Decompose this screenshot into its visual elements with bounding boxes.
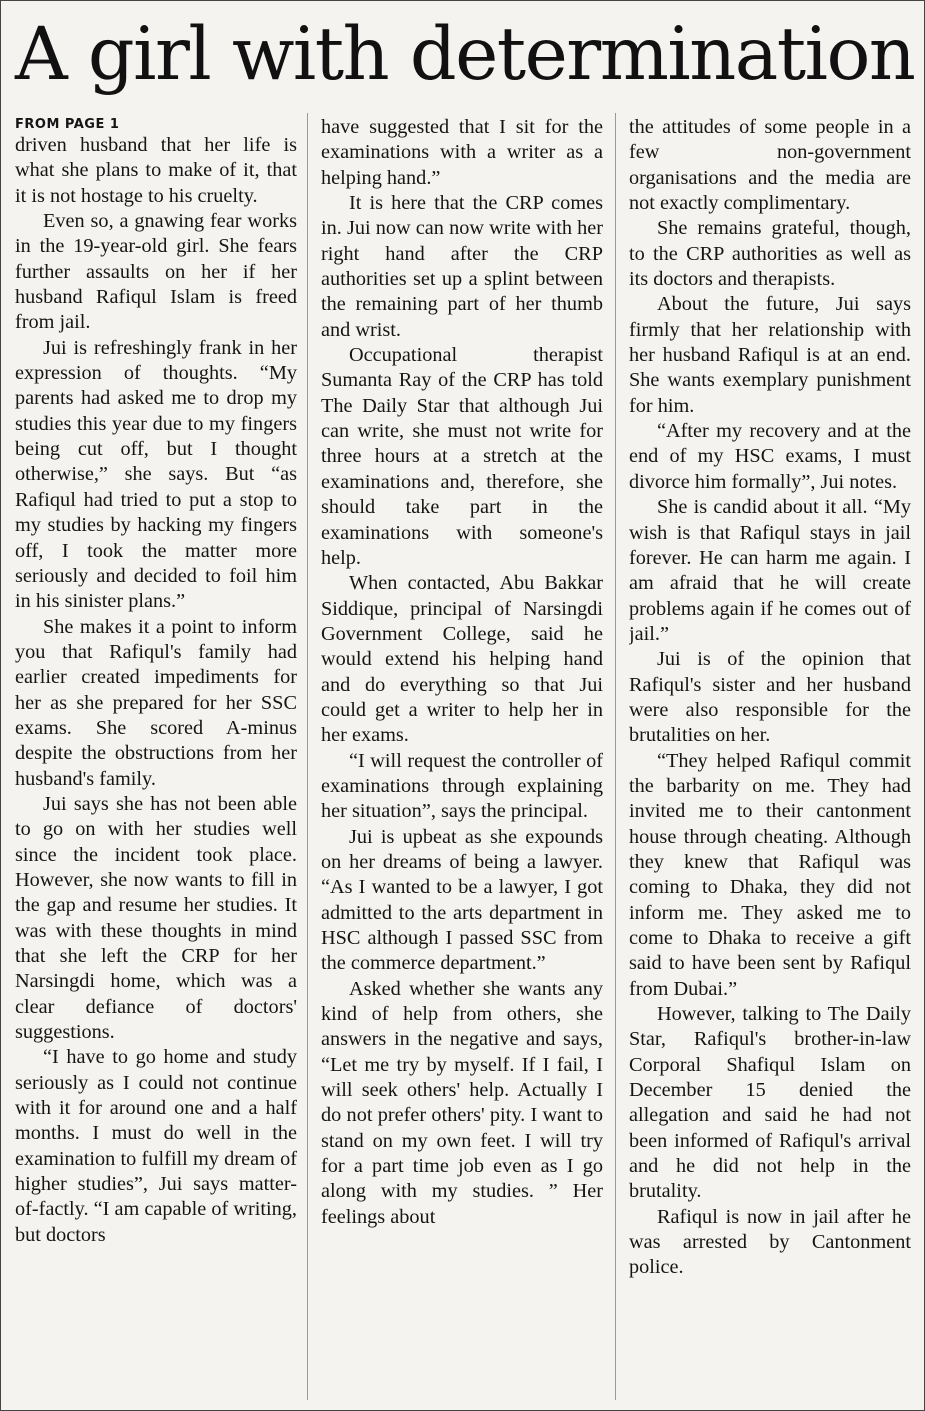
paragraph: “They helped Rafiqul commit the barbarity on me. They had invited me to their cantonment house through cheating. Although they knew that Rafiqul was coming to Dhaka, they did not inform me. They asked me to come to Dhaka to receive a gift said to have been sent by Rafiqul from Dubai.” [629, 749, 911, 1000]
paragraph: Jui is refreshingly frank in her expression of thoughts. “My parents had asked me to drop my studies this year due to my fingers being cut off, but I thought otherwise,” she says. But “as Rafiqul had tried to put a stop to my studies by hacking my fingers off, I took the matter more seriously and decided to foil him in his sinister plans.” [15, 336, 297, 613]
paragraph: have suggested that I sit for the examinations with a writer as a helping hand.” [321, 116, 603, 189]
paragraph: It is here that the CRP comes in. Jui now can now write with her right hand after the CRP authorities set up a splint between the remaining part of her thumb and wrist. [321, 192, 603, 341]
column-divider [307, 113, 308, 1400]
paragraph: the attitudes of some people in a few non-government organisations and the media are not exactly complimentary. [629, 116, 911, 215]
paragraph: She remains grateful, though, to the CRP authorities as well as its doctors and therapists. [629, 217, 911, 291]
paragraph: Rafiqul is now in jail after he was arrested by Cantonment police. [629, 1205, 911, 1279]
headline: A girl with determination [15, 12, 915, 97]
column-divider [615, 113, 616, 1400]
paragraph: “I will request the controller of examinations through explaining her situation”, says the principal. [321, 749, 603, 823]
paragraph: Jui is of the opinion that Rafiqul's sister and her husband were also responsible for the brutalities on her. [629, 648, 911, 747]
paragraph: Even so, a gnawing fear works in the 19-year-old girl. She fears further assaults on her if her husband Rafiqul Islam is freed from jail. [15, 210, 297, 334]
paragraph: She makes it a point to inform you that Rafiqul's family had earlier created impediments for her as she prepared for her SSC exams. She scored A-minus despite the obstructions from her husband's family. [15, 615, 297, 790]
paragraph: “After my recovery and at the end of my HSC exams, I must divorce him formally”, Jui notes. [629, 420, 911, 493]
paragraph: She is candid about it all. “My wish is that Rafiqul stays in jail forever. He can harm me again. I am afraid that he will create problems again if he comes out of jail.” [629, 496, 911, 645]
paragraph: driven husband that her life is what she plans to make of it, that it is not hostage to his cruelty. [15, 134, 297, 207]
column-3 [629, 115, 911, 1402]
paragraph: Jui is upbeat as she expounds on her dreams of being a lawyer. “As I wanted to be a lawyer, I got admitted to the arts department in HSC although I passed SSC from the commerce department.” [321, 825, 603, 975]
paragraph: Asked whether she wants any kind of help from others, she answers in the negative and says, “Let me try by myself. If I fail, I will seek others' help. Actually I do not prefer others' pity. I want to stand on my own feet. I will try for a part time job even as I go along with my studies. ” Her feelings about [321, 977, 603, 1228]
paragraph: “I have to go home and study seriously as I could not continue with it for around one and a half months. I must do well in the examination to fulfill my dream of higher studies”, Jui says matter-of-factly. “I am capable of writing, but doctors [15, 1046, 297, 1246]
paragraph: However, talking to The Daily Star, Rafiqul's brother-in-law Corporal Shafiqul Islam on December 15 denied the allegation and said he had not been informed of Rafiqul's arrival and he did not help in the brutality. [629, 1003, 911, 1203]
paragraph: About the future, Jui says firmly that her relationship with her husband Rafiqul is at an end. She wants exemplary punishment for him. [629, 293, 911, 417]
column-2 [321, 115, 603, 1402]
column-1 [15, 115, 297, 1402]
paragraph: Occupational therapist Sumanta Ray of the CRP has told The Daily Star that although Jui can write, she must not write for three hours at a stretch at the examinations and, therefore, she should take part in the examinations with someone's help. [321, 344, 603, 569]
paragraph: When contacted, Abu Bakkar Siddique, principal of Narsingdi Government College, said he would extend his helping hand and do everything so that Jui could get a writer to help her in her exams. [321, 572, 603, 747]
continuation-label: FROM PAGE 1 [15, 117, 120, 132]
paragraph: Jui says she has not been able to go on with her studies well since the incident took place. However, she now wants to fill in the gap and resume her studies. It was with these thoughts in mind that she left the CRP for her Narsingdi home, which was a clear defiance of doctors' suggestions. [15, 792, 297, 1044]
